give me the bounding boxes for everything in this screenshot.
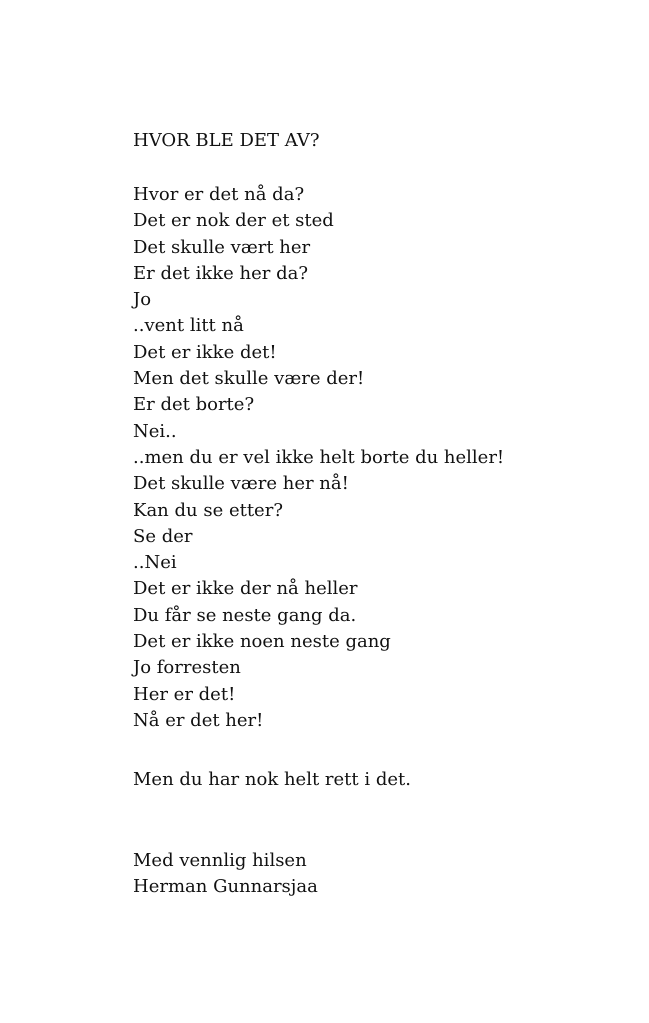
- poem-line: ..Nei: [133, 552, 177, 574]
- poem-line: Er det ikke her da?: [133, 262, 309, 284]
- signature-greeting: Med vennlig hilsen: [133, 850, 307, 871]
- poem-line: Se der: [133, 525, 193, 547]
- signature-name: Herman Gunnarsjaa: [133, 876, 318, 898]
- poem-line: Nei..: [133, 420, 177, 442]
- poem-line: Men det skulle være der!: [133, 368, 365, 390]
- poem-line: Det er ikke det!: [133, 341, 277, 363]
- poem-line: Er det borte?: [133, 394, 255, 416]
- poem-line: Du får se neste gang da.: [133, 604, 357, 626]
- poem-line: Det skulle være her nå!: [133, 473, 349, 495]
- poem-closing-line: Men du har nok helt rett i det.: [133, 769, 411, 790]
- poem-line: Det er ikke noen neste gang: [133, 631, 391, 653]
- poem-line: Her er det!: [133, 683, 236, 705]
- poem-line: Jo forresten: [133, 657, 241, 679]
- poem-line: Det skulle vært her: [133, 236, 311, 258]
- poem-line: Jo: [133, 289, 152, 311]
- poem-stanza: [133, 182, 633, 734]
- signature-block: [133, 848, 633, 901]
- poem-line: Kan du se etter?: [133, 499, 283, 521]
- poem-line: Det er ikke der nå heller: [133, 578, 358, 600]
- poem-title: HVOR BLE DET AV?: [133, 130, 320, 151]
- poem-line: Hvor er det nå da?: [133, 184, 305, 205]
- poem-line: ..men du er vel ikke helt borte du heller!: [133, 446, 505, 468]
- poem-line: Det er nok der et sted: [133, 210, 334, 232]
- poem-line: ..vent litt nå: [133, 315, 244, 337]
- poem-line: Nå er det her!: [133, 709, 264, 731]
